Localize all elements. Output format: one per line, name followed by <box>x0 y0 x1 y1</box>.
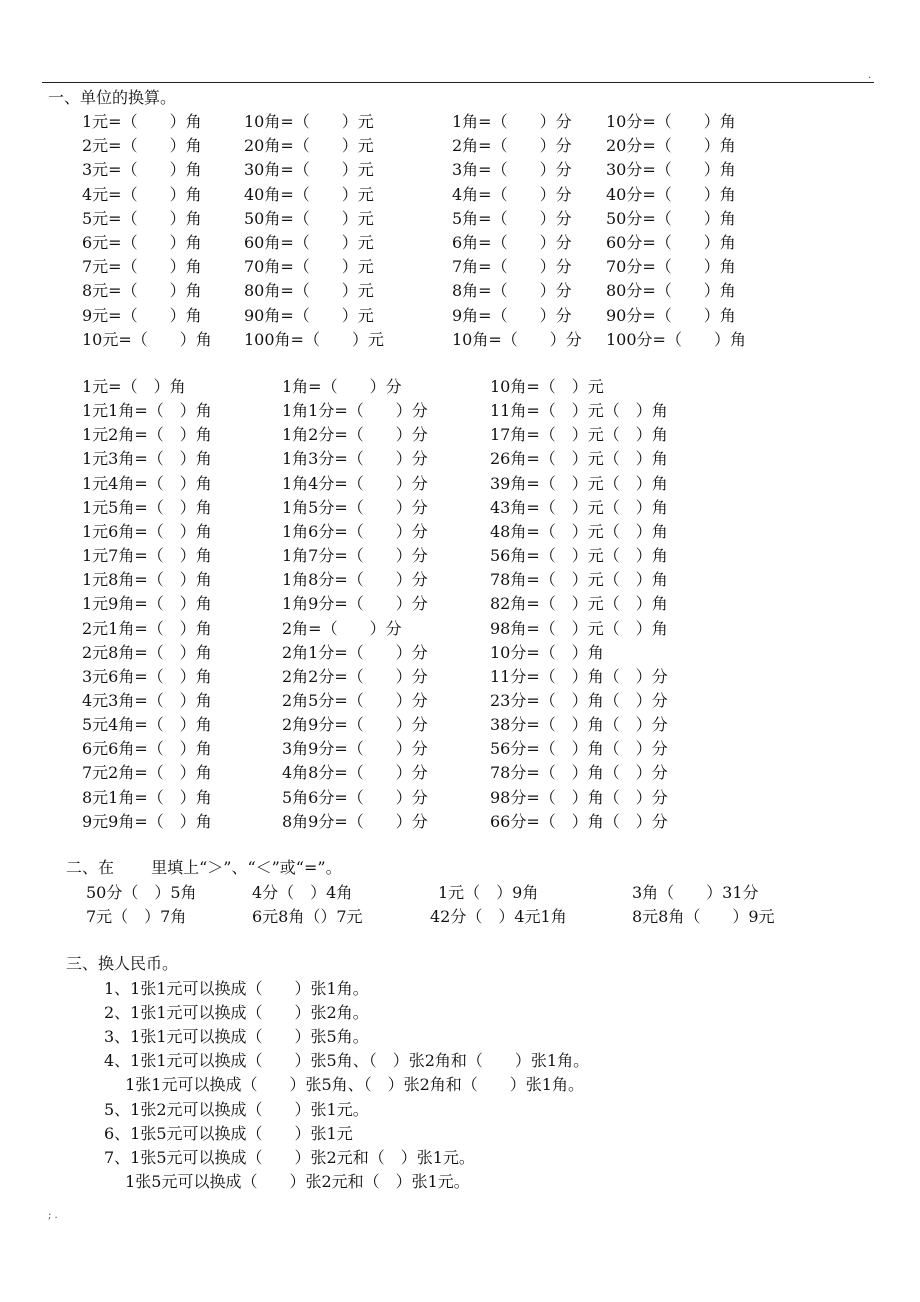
conversion-row <box>0 522 920 542</box>
exercise-item: 50分=（ ）角 <box>606 208 736 228</box>
exercise-item: 48角=（ ）元（ ）角 <box>490 521 668 541</box>
exercise-item: 1角5分=（ ）分 <box>282 497 428 517</box>
exchange-item-text: 2、1张1元可以换成（ ）张2角。 <box>104 1003 369 1023</box>
exchange-item-text: 3、1张1元可以换成（ ）张5角。 <box>104 1027 369 1047</box>
conversion-row <box>0 330 920 350</box>
exercise-item: 11分=（ ）角（ ）分 <box>490 666 668 686</box>
corner-mark-bottom: ; . <box>48 1210 58 1221</box>
exercise-item: 1角1分=（ ）分 <box>282 401 428 421</box>
exercise-item: 6元=（ ）角 <box>82 233 202 252</box>
exercise-item: 4元=（ ）角 <box>82 184 202 204</box>
conversion-row <box>0 763 920 783</box>
exercise-item: 1元=（ ）角 <box>82 377 186 396</box>
exercise-item: 78角=（ ）元（ ）角 <box>490 570 668 590</box>
exercise-item: 1元8角=（ ）角 <box>82 570 212 590</box>
exercise-item: 5角=（ ）分 <box>452 208 572 228</box>
exercise-item: 3角9分=（ ）分 <box>282 739 428 759</box>
exchange-item-text: 1张1元可以换成（ ）张5角、（ ）张2角和（ ）张1角。 <box>104 1075 584 1095</box>
exercise-item: 80角=（ ）元 <box>244 281 374 301</box>
exercise-item: 1元6角=（ ）角 <box>82 521 212 541</box>
exercise-item: 80分=（ ）角 <box>606 281 736 301</box>
exercise-item: 6角=（ ）分 <box>452 233 572 252</box>
exercise-item: 70分=（ ）角 <box>606 257 736 277</box>
exercise-item: 40角=（ ）元 <box>244 184 374 204</box>
exercise-item: 66分=（ ）角（ ）分 <box>490 811 668 831</box>
exercise-item: 56角=（ ）元（ ）角 <box>490 546 668 566</box>
comparison-row <box>0 907 920 927</box>
conversion-row <box>0 619 920 639</box>
exercise-item: 90分=（ ）角 <box>606 305 736 325</box>
exercise-item: 1角=（ ）分 <box>282 377 402 396</box>
comparison-item: 8元8角（ ）9元 <box>632 907 775 926</box>
comparison-item: 6元8角（）7元 <box>252 907 363 926</box>
conversion-row <box>0 812 920 832</box>
exercise-item: 2元1角=（ ）角 <box>82 618 212 638</box>
exercise-item: 8元1角=（ ）角 <box>82 787 212 807</box>
exercise-item: 100分=（ ）角 <box>606 329 746 349</box>
exercise-item: 30分=（ ）角 <box>606 160 736 180</box>
exercise-item: 60角=（ ）元 <box>244 233 374 252</box>
exercise-item: 100角=（ ）元 <box>244 329 384 349</box>
exercise-item: 70角=（ ）元 <box>244 257 374 277</box>
exercise-item: 40分=（ ）角 <box>606 184 736 204</box>
exercise-item: 90角=（ ）元 <box>244 305 374 325</box>
exercise-item: 7角=（ ）分 <box>452 257 572 277</box>
exercise-item: 43角=（ ）元（ ）角 <box>490 497 668 517</box>
conversion-row <box>0 306 920 326</box>
comparison-row <box>0 883 920 903</box>
section-1-title: 一、单位的换算。 <box>48 88 177 107</box>
conversion-row <box>0 715 920 735</box>
exercise-item: 1元9角=（ ）角 <box>82 594 212 614</box>
exercise-item: 78分=（ ）角（ ）分 <box>490 763 668 783</box>
exercise-item: 9元9角=（ ）角 <box>82 811 212 831</box>
comparison-item: 3角（ ）31分 <box>632 883 759 902</box>
exchange-item-text: 7、1张5元可以换成（ ）张2元和（ ）张1元。 <box>104 1147 475 1167</box>
exercise-item: 1角4分=（ ）分 <box>282 473 428 493</box>
conversion-row <box>0 449 920 469</box>
exercise-item: 2角=（ ）分 <box>282 618 402 638</box>
exercise-item: 1角7分=（ ）分 <box>282 546 428 566</box>
exercise-item: 10分=（ ）角 <box>606 112 736 131</box>
header-rule <box>42 82 874 83</box>
conversion-row <box>0 185 920 205</box>
exercise-item: 38分=（ ）角（ ）分 <box>490 715 668 735</box>
exercise-item: 1角3分=（ ）分 <box>282 449 428 469</box>
conversion-row <box>0 739 920 759</box>
exercise-item: 17角=（ ）元（ ）角 <box>490 425 668 445</box>
comparison-item: 50分（ ）5角 <box>86 883 197 902</box>
exercise-item: 5角6分=（ ）分 <box>282 787 428 807</box>
exercise-item: 2角5分=（ ）分 <box>282 690 428 710</box>
exercise-item: 5元4角=（ ）角 <box>82 715 212 735</box>
conversion-row <box>0 594 920 614</box>
exercise-item: 7元2角=（ ）角 <box>82 763 212 783</box>
conversion-row <box>0 281 920 301</box>
exercise-item: 10分=（ ）角 <box>490 642 604 662</box>
exercise-item: 30角=（ ）元 <box>244 160 374 180</box>
conversion-row <box>0 112 920 132</box>
exercise-item: 4角8分=（ ）分 <box>282 763 428 783</box>
section-2-title: 二、在 里填上“＞”、“＜”或“=”。 <box>66 858 342 877</box>
exchange-item-text: 1张5元可以换成（ ）张2元和（ ）张1元。 <box>104 1171 470 1191</box>
exercise-item: 2元8角=（ ）角 <box>82 642 212 662</box>
exercise-item: 98分=（ ）角（ ）分 <box>490 787 668 807</box>
exercise-item: 1元3角=（ ）角 <box>82 449 212 469</box>
exercise-item: 2元=（ ）角 <box>82 136 202 156</box>
conversion-row <box>0 160 920 180</box>
conversion-row <box>0 257 920 277</box>
exercise-item: 3元=（ ）角 <box>82 160 202 180</box>
comparison-item: 42分（ ）4元1角 <box>430 907 567 926</box>
exercise-item: 1角6分=（ ）分 <box>282 521 428 541</box>
comparison-item: 1元（ ）9角 <box>438 883 539 902</box>
exercise-item: 98角=（ ）元（ ）角 <box>490 618 668 638</box>
comparison-item: 7元（ ）7角 <box>86 907 187 926</box>
exercise-item: 39角=（ ）元（ ）角 <box>490 473 668 493</box>
exercise-item: 4元3角=（ ）角 <box>82 690 212 710</box>
exercise-item: 7元=（ ）角 <box>82 257 202 277</box>
conversion-row <box>0 425 920 445</box>
exercise-item: 2角9分=（ ）分 <box>282 715 428 735</box>
exchange-item-text: 6、1张5元可以换成（ ）张1元 <box>104 1123 353 1143</box>
conversion-row <box>0 546 920 566</box>
exercise-item: 2角=（ ）分 <box>452 136 572 156</box>
exercise-item: 1元4角=（ ）角 <box>82 473 212 493</box>
exercise-item: 1角9分=（ ）分 <box>282 594 428 614</box>
conversion-row <box>0 401 920 421</box>
exercise-item: 9角=（ ）分 <box>452 305 572 325</box>
comparison-item: 4分（ ）4角 <box>252 883 353 902</box>
conversion-row <box>0 788 920 808</box>
exercise-item: 20分=（ ）角 <box>606 136 736 156</box>
conversion-row <box>0 233 920 253</box>
exercise-item: 9元=（ ）角 <box>82 305 202 325</box>
section-3-title: 三、换人民币。 <box>66 954 179 973</box>
exercise-item: 2角2分=（ ）分 <box>282 666 428 686</box>
conversion-row <box>0 498 920 518</box>
exchange-item-text: 5、1张2元可以换成（ ）张1元。 <box>104 1099 369 1119</box>
exercise-item: 8角=（ ）分 <box>452 281 572 301</box>
conversion-row <box>0 570 920 590</box>
exercise-item: 10角=（ ）元 <box>490 377 604 396</box>
exercise-item: 4角=（ ）分 <box>452 184 572 204</box>
exercise-item: 56分=（ ）角（ ）分 <box>490 739 668 759</box>
exercise-item: 1元5角=（ ）角 <box>82 497 212 517</box>
corner-mark-top: . <box>868 70 872 81</box>
exercise-item: 11角=（ ）元（ ）角 <box>490 401 668 421</box>
conversion-row <box>0 377 920 397</box>
exercise-item: 1角8分=（ ）分 <box>282 570 428 590</box>
conversion-row <box>0 643 920 663</box>
exercise-item: 1元7角=（ ）角 <box>82 546 212 566</box>
exercise-item: 23分=（ ）角（ ）分 <box>490 690 668 710</box>
exercise-item: 6元6角=（ ）角 <box>82 739 212 759</box>
exercise-item: 3角=（ ）分 <box>452 160 572 180</box>
exercise-item: 3元6角=（ ）角 <box>82 666 212 686</box>
exercise-item: 8元=（ ）角 <box>82 281 202 301</box>
exercise-item: 10角=（ ）分 <box>452 329 582 349</box>
exercise-item: 1元=（ ）角 <box>82 112 202 131</box>
conversion-row <box>0 136 920 156</box>
exercise-item: 1角=（ ）分 <box>452 112 572 131</box>
exercise-item: 2角1分=（ ）分 <box>282 642 428 662</box>
exchange-item-text: 1、1张1元可以换成（ ）张1角。 <box>104 979 369 998</box>
exercise-item: 50角=（ ）元 <box>244 208 374 228</box>
exercise-item: 1角2分=（ ）分 <box>282 425 428 445</box>
conversion-row <box>0 474 920 494</box>
conversion-row <box>0 667 920 687</box>
exercise-item: 26角=（ ）元（ ）角 <box>490 449 668 469</box>
exercise-item: 20角=（ ）元 <box>244 136 374 156</box>
exercise-item: 8角9分=（ ）分 <box>282 811 428 831</box>
exchange-item-text: 4、1张1元可以换成（ ）张5角、（ ）张2角和（ ）张1角。 <box>104 1051 590 1071</box>
exercise-item: 10元=（ ）角 <box>82 329 212 349</box>
conversion-row <box>0 209 920 229</box>
exercise-item: 10角=（ ）元 <box>244 112 374 131</box>
exercise-item: 5元=（ ）角 <box>82 208 202 228</box>
exercise-item: 60分=（ ）角 <box>606 233 736 252</box>
conversion-row <box>0 691 920 711</box>
exercise-item: 1元2角=（ ）角 <box>82 425 212 445</box>
exercise-item: 1元1角=（ ）角 <box>82 401 212 421</box>
exercise-item: 82角=（ ）元（ ）角 <box>490 594 668 614</box>
